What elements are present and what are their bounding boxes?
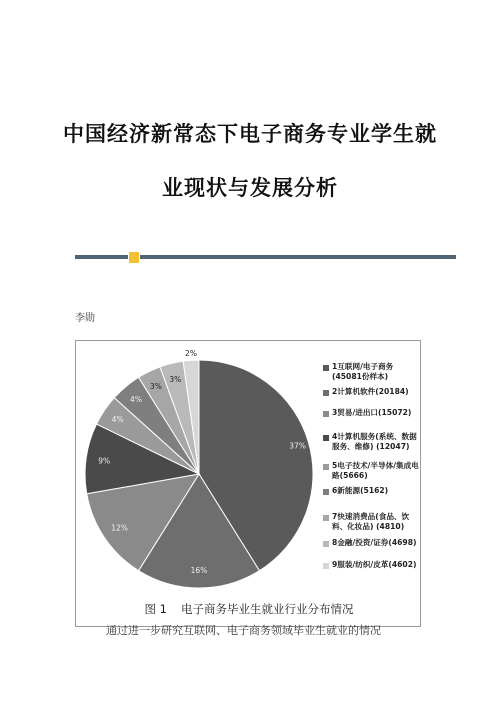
legend-swatch-5 [323, 464, 329, 470]
legend-label-8: 8金融/投资/证券(4698) [332, 538, 417, 547]
legend-item-8 [323, 538, 420, 548]
document-title-line-2: 业现状与发展分析 [162, 176, 338, 200]
pie-slice-label-3: 12% [111, 523, 128, 533]
legend-swatch-2 [323, 390, 329, 396]
legend-swatch-4 [323, 435, 329, 441]
pie-chart [76, 341, 322, 599]
pie-slice-label-5: 4% [111, 415, 124, 425]
legend-item-3 [323, 408, 420, 418]
legend-swatch-8 [323, 541, 329, 547]
figure-pie-chart [75, 340, 421, 637]
document-title-line-1: 中国经济新常态下电子商务专业学生就 [63, 122, 437, 146]
legend-item-4 [323, 432, 420, 452]
legend-label-1: 1互联网/电子商务(45081份样本) [332, 362, 394, 381]
legend-item-5 [323, 461, 420, 481]
pie-slice-label-8: 3% [169, 374, 182, 384]
legend-item-7 [323, 512, 420, 532]
legend-item-6 [323, 486, 420, 496]
pie-slice-label-9: 2% [185, 349, 197, 358]
legend-label-7: 7快速消费品(食品、饮料、化妆品) (4810) [332, 512, 410, 531]
figure-caption-number: 图 1 [144, 602, 167, 616]
pie-slice-label-4: 9% [98, 456, 111, 466]
legend-swatch-9 [323, 563, 329, 569]
legend-item-2 [323, 387, 420, 397]
author-name: 李勋 [75, 313, 95, 324]
legend-label-9: 9服装/纺织/皮革(4602) [332, 560, 417, 569]
legend-swatch-7 [323, 515, 329, 521]
pie-slice-label-6: 4% [130, 394, 142, 404]
legend-swatch-1 [323, 365, 329, 371]
legend-label-6: 6新能源(5162) [332, 486, 389, 495]
body-text-cut-line: 通过进一步研究互联网、电子商务领域毕业生就业的情况 [106, 624, 381, 637]
pie-slice-label-2: 16% [190, 565, 208, 575]
figure-caption [76, 601, 422, 617]
separator-marker-icon [128, 251, 140, 264]
legend-item-1 [323, 362, 420, 382]
legend-label-3: 3贸易/进出口(15072) [332, 408, 412, 417]
legend-swatch-6 [323, 489, 329, 495]
legend-swatch-3 [323, 411, 329, 417]
legend-label-5: 5电子技术/半导体/集成电路(5666) [332, 461, 419, 480]
legend-label-4: 4计算机服务(系统、数据服务、维修) (12047) [332, 432, 417, 451]
pie-slice-label-7: 3% [150, 381, 162, 391]
legend-label-2: 2计算机软件(20184) [332, 387, 409, 396]
figure-caption-text: 电子商务毕业生就业行业分布情况 [180, 602, 354, 616]
pie-slice-label-1: 37% [289, 441, 306, 451]
legend-item-9 [323, 560, 420, 570]
